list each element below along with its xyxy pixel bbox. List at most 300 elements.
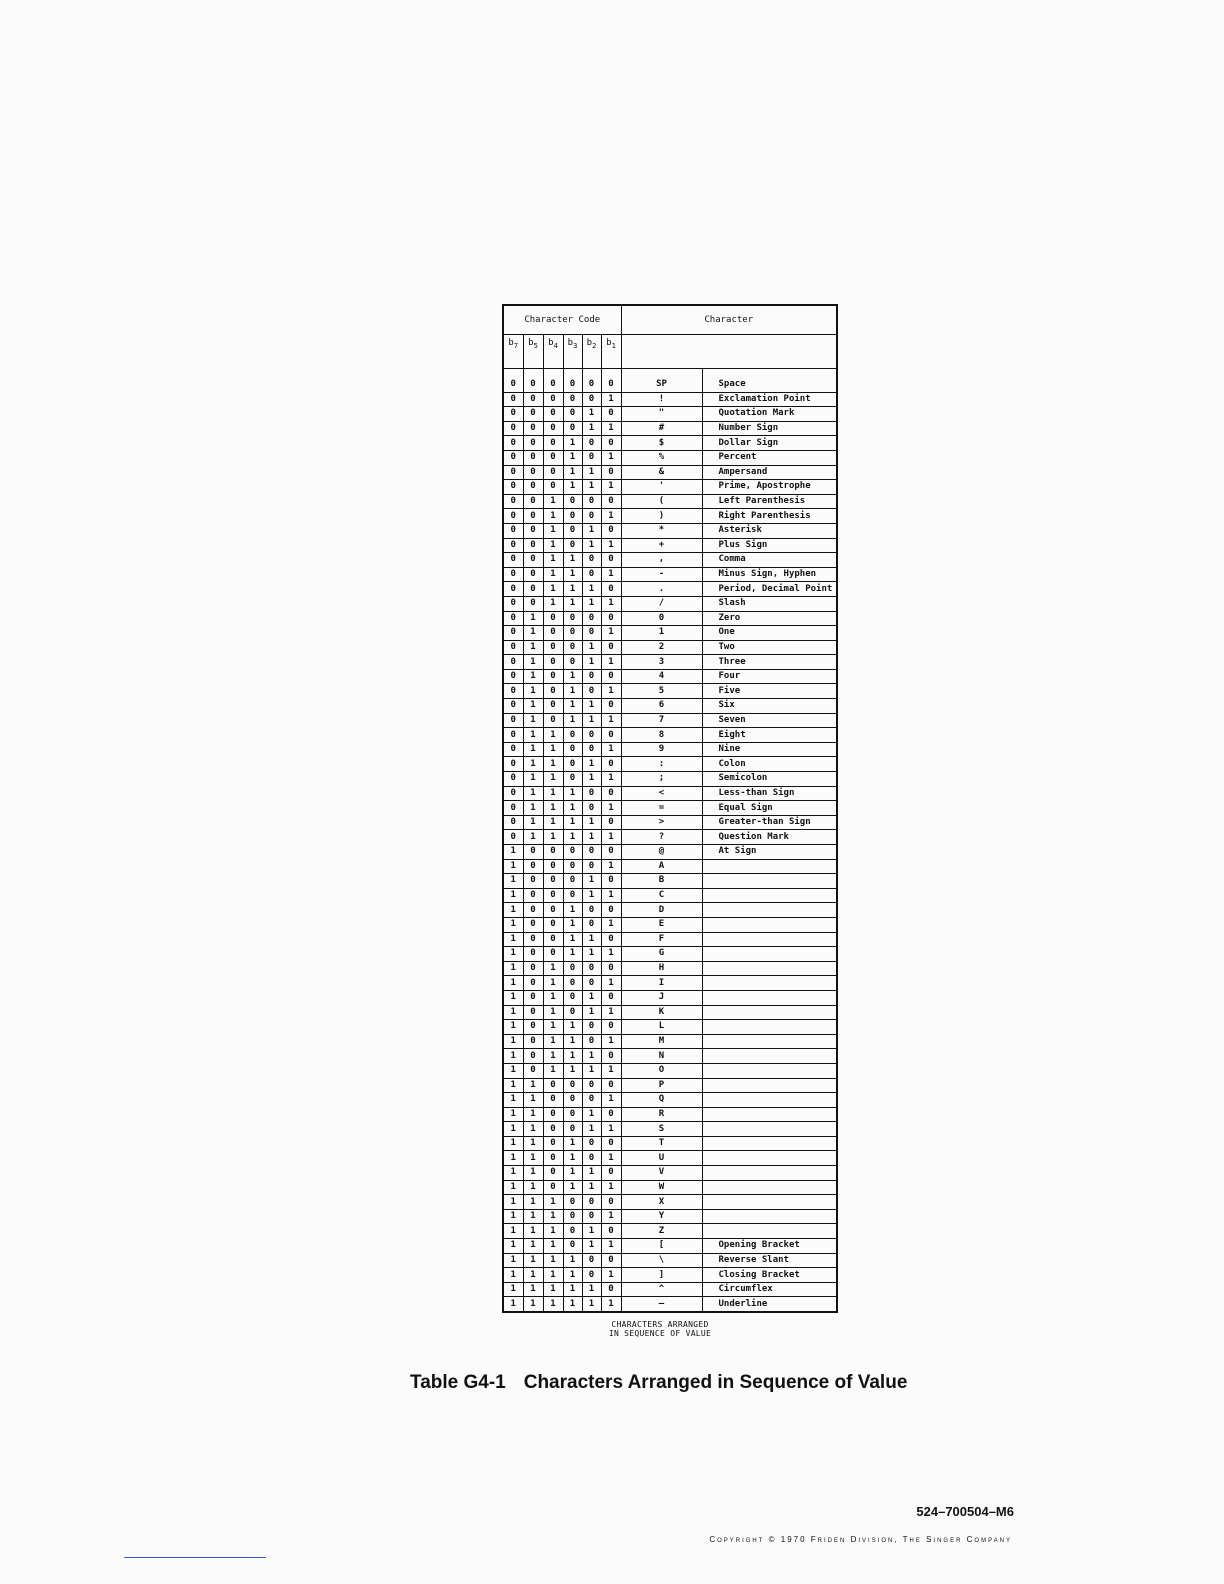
character-code-table bbox=[502, 304, 838, 1313]
bit-cell: 0 bbox=[503, 378, 523, 392]
bit-cell: 1 bbox=[601, 509, 621, 524]
bit-cell: 1 bbox=[523, 1078, 543, 1093]
bit-cell: 0 bbox=[543, 626, 563, 641]
table-row bbox=[503, 392, 837, 407]
bit-cell: 0 bbox=[543, 932, 563, 947]
bit-cell: 1 bbox=[563, 830, 582, 845]
bit-cell: 0 bbox=[582, 509, 601, 524]
character-symbol: B bbox=[621, 874, 702, 889]
bit-cell: 0 bbox=[563, 611, 582, 626]
bit-cell: 1 bbox=[563, 903, 582, 918]
bit-cell: 0 bbox=[543, 1151, 563, 1166]
bit-cell: 1 bbox=[523, 1093, 543, 1108]
table-row bbox=[503, 421, 837, 436]
bit-cell: 1 bbox=[523, 1209, 543, 1224]
bit-cell: 1 bbox=[543, 494, 563, 509]
character-header-blank bbox=[621, 335, 837, 369]
table-row bbox=[503, 1151, 837, 1166]
bit-cell: 1 bbox=[523, 728, 543, 743]
bit-cell: 1 bbox=[523, 655, 543, 670]
character-name bbox=[702, 1034, 837, 1049]
character-name bbox=[702, 961, 837, 976]
table-row bbox=[503, 1020, 837, 1035]
bit-cell: 1 bbox=[563, 450, 582, 465]
bit-cell: 1 bbox=[601, 684, 621, 699]
bit-cell: 0 bbox=[503, 786, 523, 801]
character-name: Slash bbox=[702, 596, 837, 611]
bit-cell: 0 bbox=[563, 494, 582, 509]
bit-cell: 1 bbox=[582, 640, 601, 655]
bit-cell: 1 bbox=[503, 1166, 523, 1181]
bit-cell: 0 bbox=[582, 1078, 601, 1093]
bit-cell: 1 bbox=[582, 1282, 601, 1297]
bit-cell: 1 bbox=[601, 1063, 621, 1078]
character-name: Left Parenthesis bbox=[702, 494, 837, 509]
table-caption-small bbox=[560, 1320, 760, 1338]
bit-cell: 0 bbox=[601, 1253, 621, 1268]
bit-cell: 0 bbox=[582, 961, 601, 976]
character-name: Space bbox=[702, 378, 837, 392]
character-symbol: L bbox=[621, 1020, 702, 1035]
bit-cell: 0 bbox=[503, 757, 523, 772]
bit-cell: 1 bbox=[563, 1049, 582, 1064]
link-underline bbox=[124, 1557, 266, 1558]
bit-cell: 1 bbox=[563, 1136, 582, 1151]
bit-cell: 1 bbox=[523, 742, 543, 757]
table-row bbox=[503, 888, 837, 903]
bit-cell: 1 bbox=[582, 1005, 601, 1020]
table-row bbox=[503, 1034, 837, 1049]
character-name: One bbox=[702, 626, 837, 641]
bit-cell: 1 bbox=[523, 830, 543, 845]
bit-cell: 1 bbox=[563, 1034, 582, 1049]
bit-cell: 1 bbox=[563, 669, 582, 684]
character-name: Two bbox=[702, 640, 837, 655]
bit-cell: 0 bbox=[523, 553, 543, 568]
bit-cell: 0 bbox=[503, 407, 523, 422]
bit-cell: 0 bbox=[523, 378, 543, 392]
bit-cell: 1 bbox=[523, 1282, 543, 1297]
bit-cell: 1 bbox=[503, 1136, 523, 1151]
bit-cell: 0 bbox=[582, 1136, 601, 1151]
bit-cell: 0 bbox=[601, 874, 621, 889]
bit-cell: 1 bbox=[582, 1297, 601, 1312]
bit-cell: 0 bbox=[503, 684, 523, 699]
bit-cell: 1 bbox=[601, 1005, 621, 1020]
table-row bbox=[503, 1063, 837, 1078]
bit-cell: 0 bbox=[563, 1093, 582, 1108]
bit-cell: 0 bbox=[563, 990, 582, 1005]
table-row bbox=[503, 494, 837, 509]
bit-cell: 1 bbox=[543, 1034, 563, 1049]
bit-cell: 0 bbox=[601, 1224, 621, 1239]
bit-cell: 0 bbox=[582, 1268, 601, 1283]
bit-cell: 1 bbox=[543, 567, 563, 582]
table-row bbox=[503, 874, 837, 889]
bit-cell: 0 bbox=[523, 480, 543, 495]
bit-cell: 0 bbox=[503, 772, 523, 787]
bit-cell: 1 bbox=[582, 713, 601, 728]
bit-cell: 0 bbox=[523, 1034, 543, 1049]
bit-cell: 0 bbox=[503, 523, 523, 538]
character-name: Opening Bracket bbox=[702, 1239, 837, 1254]
bit-cell: 1 bbox=[582, 830, 601, 845]
bit-cell: 0 bbox=[543, 421, 563, 436]
bit-cell: 1 bbox=[582, 596, 601, 611]
bit-cell: 0 bbox=[503, 553, 523, 568]
character-name: Greater-than Sign bbox=[702, 815, 837, 830]
bit-cell: 1 bbox=[582, 1180, 601, 1195]
table-row bbox=[503, 917, 837, 932]
character-symbol: R bbox=[621, 1107, 702, 1122]
bit-cell: 1 bbox=[523, 757, 543, 772]
bit-cell: 0 bbox=[563, 1078, 582, 1093]
bit-cell: 1 bbox=[543, 728, 563, 743]
bit-cell: 1 bbox=[503, 1122, 523, 1137]
table-row bbox=[503, 742, 837, 757]
bit-cell: 1 bbox=[563, 480, 582, 495]
bit-cell: 0 bbox=[503, 421, 523, 436]
bit-cell: 0 bbox=[503, 611, 523, 626]
bit-cell: 0 bbox=[563, 859, 582, 874]
bit-cell: 1 bbox=[523, 1136, 543, 1151]
character-symbol: ] bbox=[621, 1268, 702, 1283]
bit-cell: 1 bbox=[543, 596, 563, 611]
bit-cell: 1 bbox=[563, 699, 582, 714]
bit-cell: 0 bbox=[601, 582, 621, 597]
bit-cell: 0 bbox=[543, 1180, 563, 1195]
caption-line-1: CHARACTERS ARRANGED bbox=[611, 1320, 709, 1329]
bit-cell: 1 bbox=[582, 421, 601, 436]
character-symbol: Z bbox=[621, 1224, 702, 1239]
character-name bbox=[702, 1224, 837, 1239]
bit-cell: 1 bbox=[582, 932, 601, 947]
bit-cell: 1 bbox=[601, 626, 621, 641]
bit-cell: 0 bbox=[601, 407, 621, 422]
character-name bbox=[702, 1093, 837, 1108]
character-symbol: G bbox=[621, 947, 702, 962]
bit-cell: 1 bbox=[543, 976, 563, 991]
bit-cell: 0 bbox=[543, 640, 563, 655]
table-row bbox=[503, 1005, 837, 1020]
table-row bbox=[503, 1122, 837, 1137]
bit-cell: 0 bbox=[563, 1209, 582, 1224]
bit-cell: 0 bbox=[523, 407, 543, 422]
character-symbol: ( bbox=[621, 494, 702, 509]
bit-cell: 0 bbox=[523, 903, 543, 918]
bit-cell: 0 bbox=[601, 1136, 621, 1151]
bit-cell: 1 bbox=[563, 1268, 582, 1283]
table-row bbox=[503, 378, 837, 392]
bit-cell: 0 bbox=[523, 947, 543, 962]
character-symbol: / bbox=[621, 596, 702, 611]
bit-cell: 0 bbox=[601, 611, 621, 626]
bit-cell: 0 bbox=[523, 392, 543, 407]
bit-cell: 1 bbox=[582, 538, 601, 553]
bit-cell: 0 bbox=[523, 538, 543, 553]
bit-cell: 0 bbox=[503, 655, 523, 670]
bit-cell: 1 bbox=[563, 932, 582, 947]
character-name: Percent bbox=[702, 450, 837, 465]
bit-cell: 1 bbox=[523, 1107, 543, 1122]
bit-cell: 0 bbox=[601, 494, 621, 509]
bit-cell: 1 bbox=[601, 1209, 621, 1224]
character-name: Nine bbox=[702, 742, 837, 757]
table-title-text: Characters Arranged in Sequence of Value bbox=[523, 1372, 908, 1393]
character-symbol: ! bbox=[621, 392, 702, 407]
bit-cell: 1 bbox=[563, 1063, 582, 1078]
bit-cell: 1 bbox=[543, 1268, 563, 1283]
bit-cell: 1 bbox=[582, 1063, 601, 1078]
bit-cell: 1 bbox=[523, 1166, 543, 1181]
bit-cell: 0 bbox=[582, 742, 601, 757]
bit-cell: 1 bbox=[543, 1224, 563, 1239]
bit-cell: 0 bbox=[543, 1093, 563, 1108]
table-row bbox=[503, 757, 837, 772]
bit-cell: 0 bbox=[563, 961, 582, 976]
bit-cell: 0 bbox=[601, 728, 621, 743]
bit-cell: 0 bbox=[503, 801, 523, 816]
character-symbol: ? bbox=[621, 830, 702, 845]
bit-cell: 1 bbox=[503, 976, 523, 991]
bit-header-b5: $b_5$ bbox=[523, 335, 543, 369]
character-name: Exclamation Point bbox=[702, 392, 837, 407]
caption-line-2: IN SEQUENCE OF VALUE bbox=[608, 1329, 712, 1338]
character-symbol: U bbox=[621, 1151, 702, 1166]
bit-cell: 1 bbox=[503, 874, 523, 889]
bit-cell: 0 bbox=[563, 772, 582, 787]
character-symbol: T bbox=[621, 1136, 702, 1151]
bit-cell: 0 bbox=[503, 815, 523, 830]
bit-cell: 1 bbox=[563, 596, 582, 611]
table-row bbox=[503, 728, 837, 743]
bit-cell: 0 bbox=[543, 917, 563, 932]
bit-cell: 0 bbox=[582, 859, 601, 874]
character-symbol: ' bbox=[621, 480, 702, 495]
character-name: Quotation Mark bbox=[702, 407, 837, 422]
bit-cell: 1 bbox=[503, 903, 523, 918]
character-name bbox=[702, 1020, 837, 1035]
bit-cell: 0 bbox=[563, 976, 582, 991]
character-name: Equal Sign bbox=[702, 801, 837, 816]
bit-cell: 1 bbox=[543, 1282, 563, 1297]
character-symbol: ) bbox=[621, 509, 702, 524]
bit-cell: 0 bbox=[582, 728, 601, 743]
bit-cell: 1 bbox=[601, 1151, 621, 1166]
character-symbol: M bbox=[621, 1034, 702, 1049]
character-name: Period, Decimal Point bbox=[702, 582, 837, 597]
character-name: Right Parenthesis bbox=[702, 509, 837, 524]
bit-cell: 1 bbox=[543, 1297, 563, 1312]
character-name bbox=[702, 990, 837, 1005]
character-name: Colon bbox=[702, 757, 837, 772]
bit-cell: 1 bbox=[503, 961, 523, 976]
bit-cell: 0 bbox=[582, 450, 601, 465]
bit-cell: 1 bbox=[523, 815, 543, 830]
character-name: Question Mark bbox=[702, 830, 837, 845]
character-name bbox=[702, 1209, 837, 1224]
bit-cell: 1 bbox=[503, 1107, 523, 1122]
bit-cell: 1 bbox=[582, 465, 601, 480]
table-row bbox=[503, 567, 837, 582]
table-row bbox=[503, 932, 837, 947]
table-row bbox=[503, 480, 837, 495]
bit-cell: 0 bbox=[523, 1063, 543, 1078]
bit-cell: 0 bbox=[563, 407, 582, 422]
table-row bbox=[503, 1180, 837, 1195]
bit-cell: 1 bbox=[601, 1034, 621, 1049]
bit-cell: 1 bbox=[523, 1297, 543, 1312]
character-name bbox=[702, 932, 837, 947]
bit-cell: 0 bbox=[543, 713, 563, 728]
bit-cell: 1 bbox=[503, 1034, 523, 1049]
bit-cell: 0 bbox=[503, 728, 523, 743]
table-row bbox=[503, 859, 837, 874]
bit-cell: 0 bbox=[582, 1034, 601, 1049]
character-symbol: X bbox=[621, 1195, 702, 1210]
bit-cell: 1 bbox=[601, 713, 621, 728]
bit-cell: 0 bbox=[582, 611, 601, 626]
bit-cell: 0 bbox=[601, 553, 621, 568]
bit-cell: 1 bbox=[543, 1195, 563, 1210]
bit-cell: 1 bbox=[582, 407, 601, 422]
bit-header-b7: $b_7$ bbox=[503, 335, 523, 369]
bit-cell: 1 bbox=[543, 509, 563, 524]
character-name bbox=[702, 947, 837, 962]
character-name bbox=[702, 1166, 837, 1181]
bit-cell: 1 bbox=[523, 684, 543, 699]
character-symbol: , bbox=[621, 553, 702, 568]
character-name: Semicolon bbox=[702, 772, 837, 787]
bit-cell: 1 bbox=[563, 1151, 582, 1166]
character-symbol: < bbox=[621, 786, 702, 801]
bit-cell: 1 bbox=[523, 1224, 543, 1239]
bit-cell: 1 bbox=[601, 538, 621, 553]
bit-cell: 1 bbox=[503, 947, 523, 962]
bit-cell: 0 bbox=[523, 859, 543, 874]
bit-cell: 1 bbox=[601, 801, 621, 816]
bit-cell: 1 bbox=[563, 815, 582, 830]
character-name: Eight bbox=[702, 728, 837, 743]
bit-cell: 1 bbox=[523, 1268, 543, 1283]
bit-cell: 1 bbox=[563, 917, 582, 932]
character-name: Closing Bracket bbox=[702, 1268, 837, 1283]
bit-cell: 0 bbox=[601, 932, 621, 947]
bit-cell: 1 bbox=[601, 859, 621, 874]
bit-cell: 0 bbox=[601, 699, 621, 714]
character-name bbox=[702, 1107, 837, 1122]
character-symbol: ; bbox=[621, 772, 702, 787]
table-row bbox=[503, 801, 837, 816]
bit-cell: 1 bbox=[503, 1063, 523, 1078]
bit-cell: 0 bbox=[543, 874, 563, 889]
bit-cell: 0 bbox=[601, 815, 621, 830]
bit-cell: 0 bbox=[563, 1239, 582, 1254]
bit-cell: 0 bbox=[503, 596, 523, 611]
table-row bbox=[503, 1282, 837, 1297]
bit-cell: 1 bbox=[503, 1209, 523, 1224]
bit-cell: 1 bbox=[503, 1253, 523, 1268]
character-name: Three bbox=[702, 655, 837, 670]
character-symbol: H bbox=[621, 961, 702, 976]
character-symbol: N bbox=[621, 1049, 702, 1064]
character-symbol: A bbox=[621, 859, 702, 874]
table-row bbox=[503, 961, 837, 976]
bit-cell: 0 bbox=[543, 465, 563, 480]
character-symbol: 6 bbox=[621, 699, 702, 714]
bit-cell: 1 bbox=[503, 1180, 523, 1195]
bit-cell: 1 bbox=[601, 1093, 621, 1108]
bit-cell: 0 bbox=[582, 786, 601, 801]
table-row bbox=[503, 509, 837, 524]
bit-cell: 1 bbox=[582, 699, 601, 714]
bit-cell: 1 bbox=[543, 523, 563, 538]
bit-header-b2: $b_2$ bbox=[582, 335, 601, 369]
bit-cell: 1 bbox=[563, 1282, 582, 1297]
character-symbol: : bbox=[621, 757, 702, 772]
character-symbol: 9 bbox=[621, 742, 702, 757]
bit-cell: 0 bbox=[543, 1166, 563, 1181]
bit-cell: 1 bbox=[582, 888, 601, 903]
bit-cell: 1 bbox=[543, 538, 563, 553]
character-symbol: F bbox=[621, 932, 702, 947]
bit-cell: 1 bbox=[563, 1180, 582, 1195]
character-symbol: . bbox=[621, 582, 702, 597]
bit-cell: 0 bbox=[523, 961, 543, 976]
table-row bbox=[503, 1195, 837, 1210]
character-name bbox=[702, 1180, 837, 1195]
bit-cell: 0 bbox=[563, 757, 582, 772]
bit-cell: 0 bbox=[582, 378, 601, 392]
bit-cell: 1 bbox=[503, 1224, 523, 1239]
bit-cell: 1 bbox=[582, 523, 601, 538]
bit-cell: 0 bbox=[563, 728, 582, 743]
bit-cell: 1 bbox=[503, 1195, 523, 1210]
bit-cell: 1 bbox=[523, 786, 543, 801]
bit-cell: 0 bbox=[601, 786, 621, 801]
character-name: Ampersand bbox=[702, 465, 837, 480]
character-symbol: 0 bbox=[621, 611, 702, 626]
table-row bbox=[503, 1297, 837, 1312]
bit-cell: 1 bbox=[543, 1005, 563, 1020]
bit-cell: 0 bbox=[582, 1195, 601, 1210]
character-symbol: D bbox=[621, 903, 702, 918]
bit-cell: 0 bbox=[543, 1122, 563, 1137]
bit-cell: 0 bbox=[523, 523, 543, 538]
character-code-header: Character Code bbox=[503, 305, 621, 335]
bit-cell: 1 bbox=[523, 611, 543, 626]
bit-cell: 0 bbox=[503, 830, 523, 845]
bit-cell: 0 bbox=[503, 509, 523, 524]
character-name: Number Sign bbox=[702, 421, 837, 436]
bit-cell: 1 bbox=[543, 1020, 563, 1035]
bit-cell: 0 bbox=[601, 523, 621, 538]
character-symbol: = bbox=[621, 801, 702, 816]
table-row bbox=[503, 684, 837, 699]
table-row bbox=[503, 786, 837, 801]
bit-cell: 0 bbox=[523, 990, 543, 1005]
table-row bbox=[503, 1253, 837, 1268]
bit-cell: 0 bbox=[601, 990, 621, 1005]
character-name bbox=[702, 1151, 837, 1166]
table-row bbox=[503, 845, 837, 860]
bit-cell: 0 bbox=[503, 567, 523, 582]
table-row bbox=[503, 1093, 837, 1108]
bit-cell: 0 bbox=[543, 845, 563, 860]
bit-cell: 1 bbox=[563, 1253, 582, 1268]
bit-cell: 0 bbox=[601, 903, 621, 918]
bit-cell: 0 bbox=[563, 378, 582, 392]
